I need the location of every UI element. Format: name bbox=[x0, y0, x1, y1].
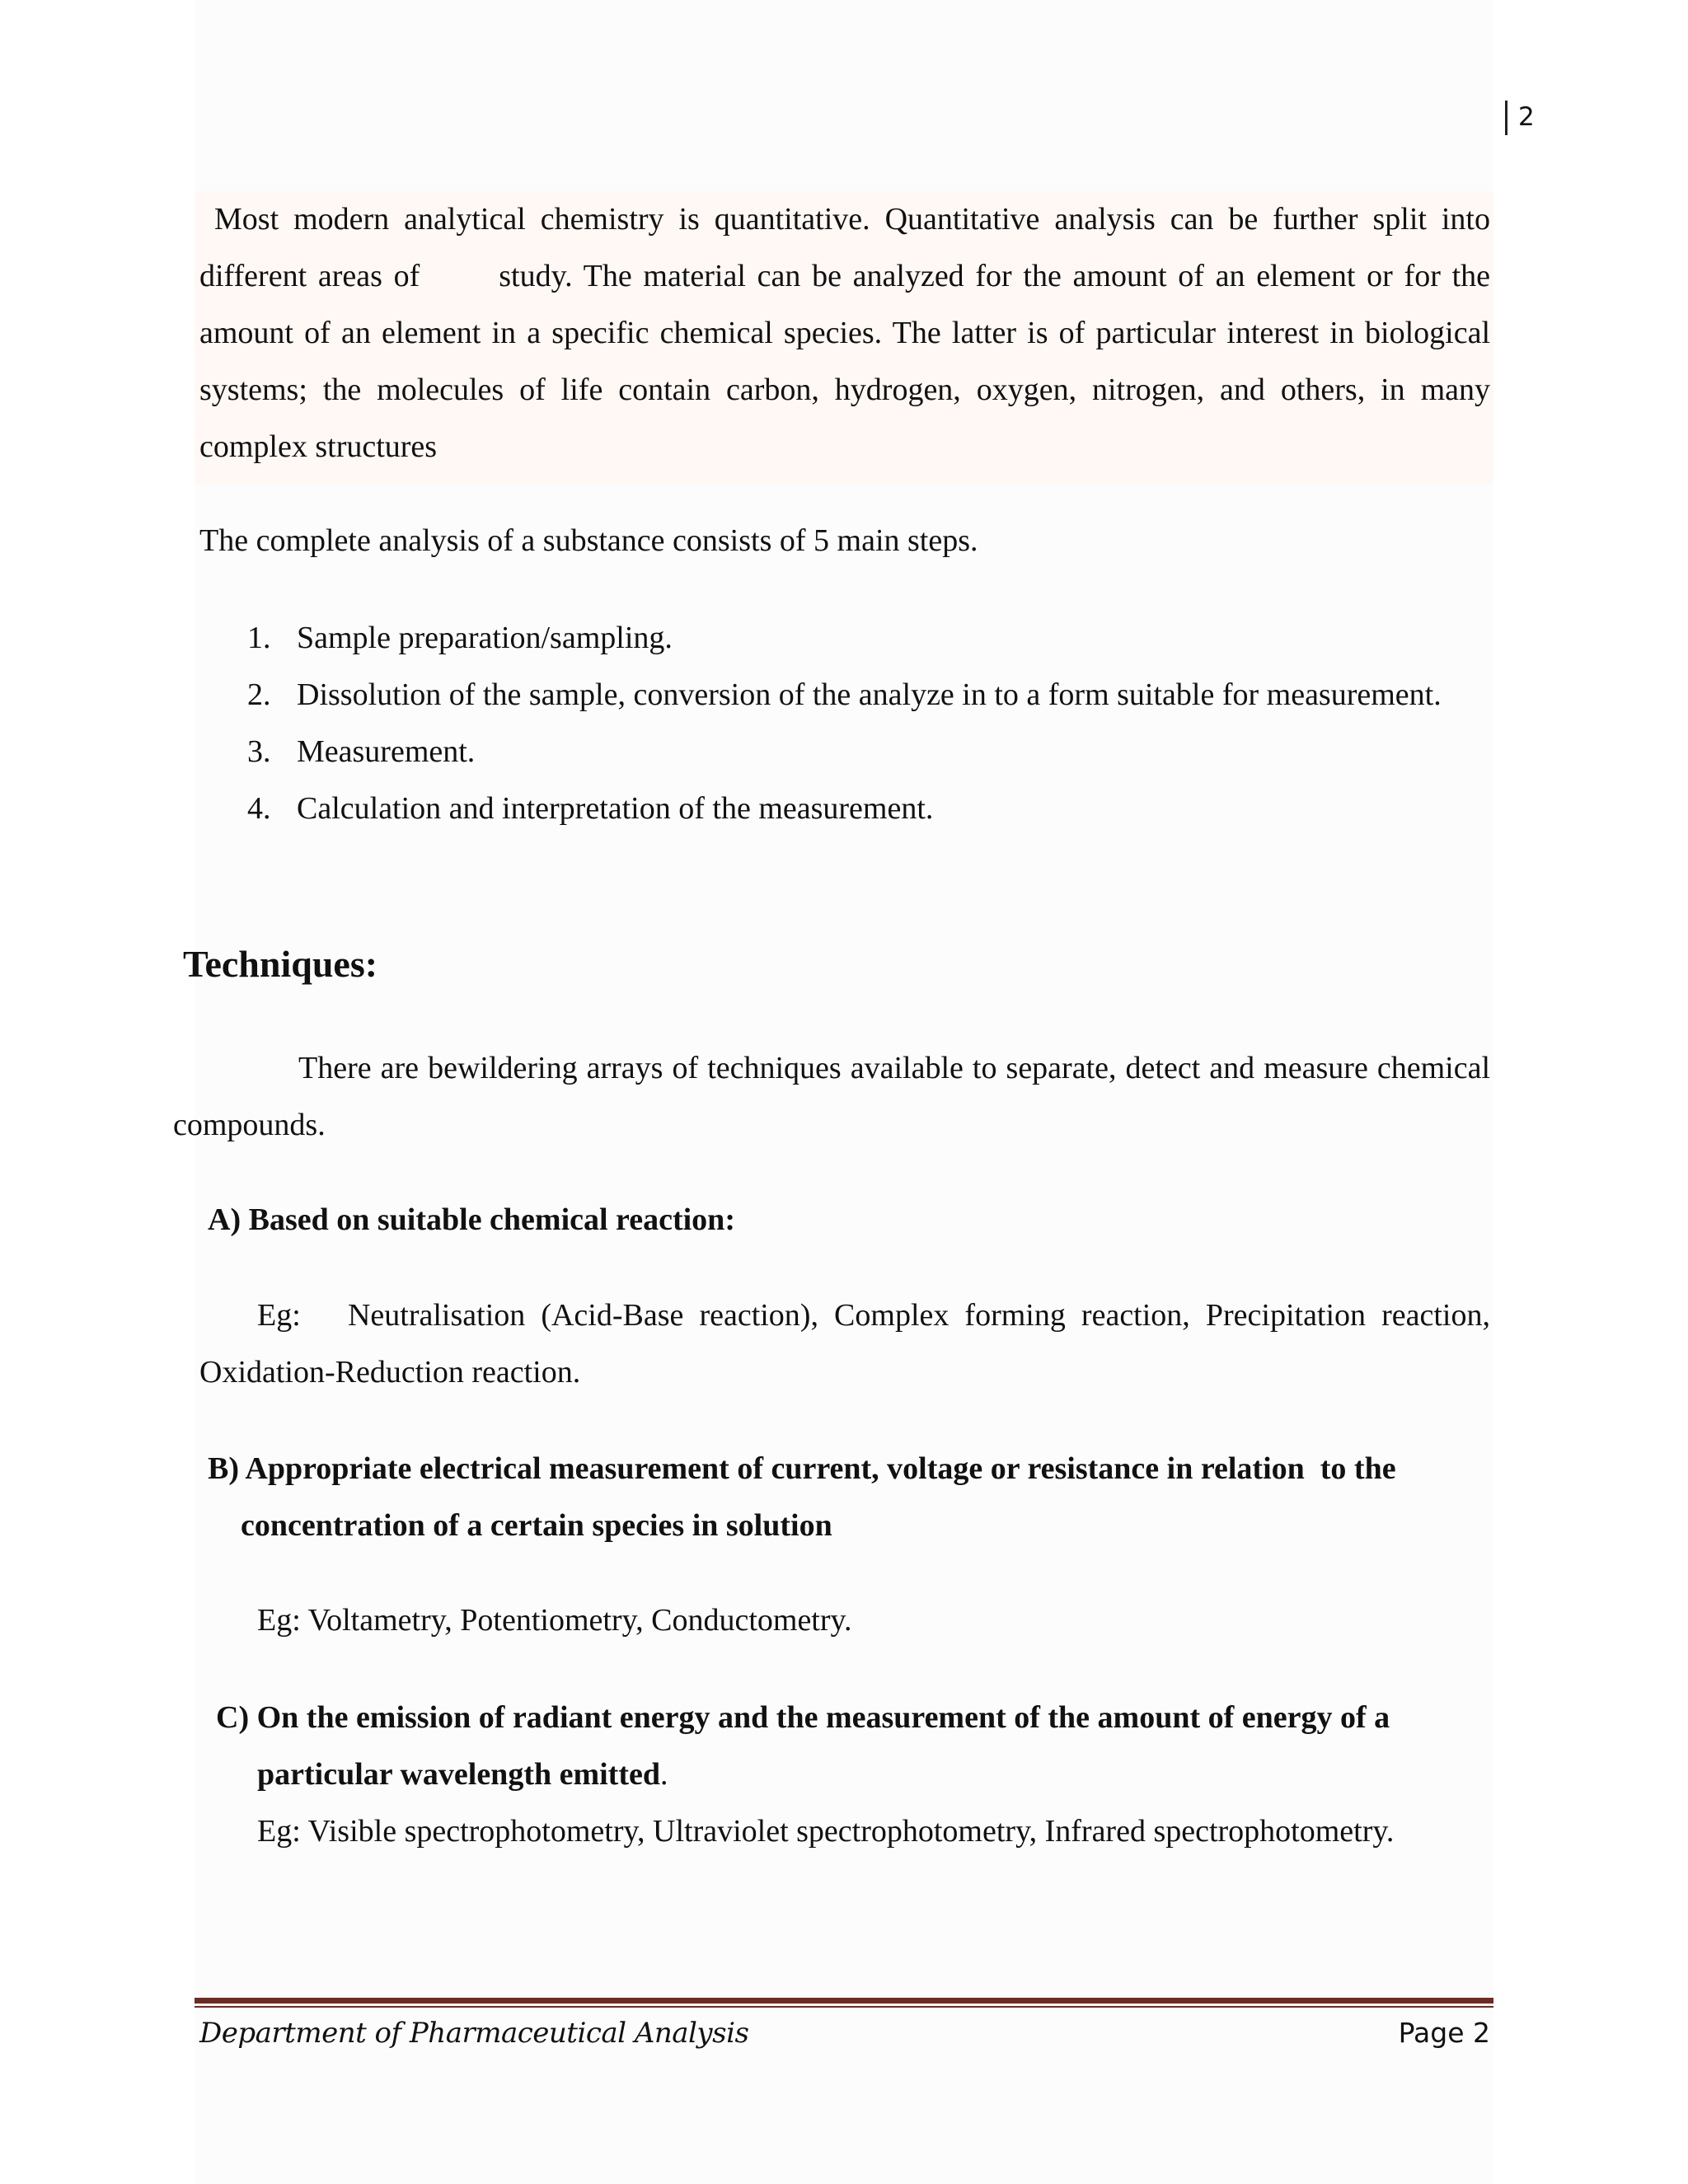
techniques-intro-paragraph: There are bewildering arrays of techniques available to separate, detect and measure chemical compounds. bbox=[173, 1051, 1490, 1142]
list-item-text: Measurement. bbox=[297, 734, 476, 769]
list-item-number: 4. bbox=[247, 791, 271, 826]
technique-b-heading-line2: concentration of a certain species in solution bbox=[241, 1508, 832, 1543]
technique-c-heading-period: . bbox=[660, 1757, 668, 1792]
list-item-number: 1. bbox=[247, 621, 271, 655]
list-item-text: Calculation and interpretation of the measurement. bbox=[297, 791, 934, 826]
list-item bbox=[239, 724, 1490, 780]
list-item-text: Sample preparation/sampling. bbox=[297, 621, 673, 655]
list-item-text: Dissolution of the sample, conversion of the analyze in to a form suitable for measurement. bbox=[297, 677, 1442, 712]
technique-c-heading bbox=[216, 1690, 1490, 1803]
footer-divider-thin bbox=[195, 2006, 1493, 2008]
header-page-number: 2 bbox=[1518, 102, 1535, 132]
list-item-number: 2. bbox=[247, 677, 271, 712]
list-item bbox=[239, 667, 1490, 724]
footer-page-label: Page 2 bbox=[1398, 2017, 1490, 2049]
techniques-heading: Techniques: bbox=[183, 943, 378, 985]
intro-paragraph: Most modern analytical chemistry is quantitative. Quantitative analysis can be further split into different areas of study. The material can be analyzed for the amount of an element or for the amount of an element in a specific chemical species. The latter is of particular interest in biological systems; the molecules of life contain carbon, hydrogen, oxygen, nitrogen, and others, in many complex structures bbox=[199, 202, 1490, 464]
technique-c-heading-line2 bbox=[216, 1746, 1490, 1803]
steps-list bbox=[239, 610, 1490, 837]
steps-intro-paragraph: The complete analysis of a substance consists of 5 main steps. bbox=[199, 523, 978, 558]
list-item bbox=[239, 780, 1490, 837]
technique-b-heading bbox=[208, 1441, 1477, 1554]
technique-a-heading: A) Based on suitable chemical reaction: bbox=[208, 1202, 735, 1237]
technique-b-heading-line1: B) Appropriate electrical measurement of current, voltage or resistance in relation to the bbox=[208, 1451, 1396, 1486]
technique-a-example: Eg: Neutralisation (Acid-Base reaction), Complex forming reaction, Precipitation reaction, Oxidation-Reduction reaction. bbox=[199, 1298, 1490, 1390]
page-number-divider bbox=[1505, 101, 1507, 135]
list-item-number: 3. bbox=[247, 734, 271, 769]
footer-divider-thick bbox=[195, 1998, 1493, 2004]
technique-c-heading-line1: C) On the emission of radiant energy and the measurement of the amount of energy of a bbox=[216, 1700, 1390, 1735]
technique-c-example: Eg: Visible spectrophotometry, Ultraviolet spectrophotometry, Infrared spectrophotometry. bbox=[257, 1814, 1395, 1849]
footer-department: Department of Pharmaceutical Analysis bbox=[199, 2017, 749, 2050]
list-item bbox=[239, 610, 1490, 667]
technique-c-heading-line2-text: particular wavelength emitted bbox=[257, 1757, 660, 1792]
technique-b-example: Eg: Voltametry, Potentiometry, Conductometry. bbox=[257, 1603, 852, 1638]
